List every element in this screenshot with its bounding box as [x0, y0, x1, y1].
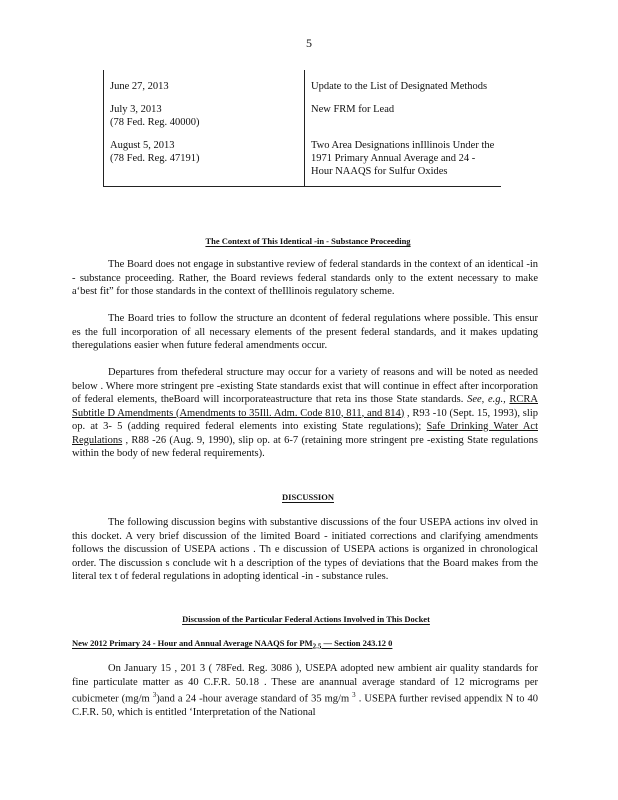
paragraph-departures: Departures from thefederal structure may occur for a variety of reasons and will be noted as needed below . Where more stringent pre -existing State standards exist that will continue in effect after incorporation of federal elements, theBoard will incorporateastructure that reta ins those State standards. See, e.g., RCRA Subtitle D Amendments (Amendments to 35Ill. Adm. Code 810, 811, and 814) , R93 -10 (Sept. 15, 1993), slip op. at 3- 5 (adding required federal elements into existing State regulations); Safe Drinking Water Act Regulations , R88 -26 (Aug. 9, 1990), slip op. at 6-7 (retaining more stringent pre -existing State regulations within the body of new federal requirements).	[72, 367, 538, 459]
date-cell	[104, 133, 305, 187]
paragraph-discussion: The following discussion begins with substantive discussions of the four USEPA actions inv olved in this docket. A very brief discussion of the limited Board - initiated corrections and clarifying amendments follows the discussion of USEPA actions . Th e discussion of USEPA actions is organized in chronological order. The discussion s conclude wit h a description of the types of deviations that the Board makes from the literal tex t of federal regulations in adopting identical -in - substance rules.	[72, 517, 538, 582]
action-date: July 3, 2013	[110, 104, 162, 115]
action-citation: (78 Fed. Reg. 47191)	[110, 153, 200, 164]
table-row	[104, 133, 502, 187]
citation-link-safe-drinking-water: Safe Drinking Water Act Regulations	[72, 421, 538, 446]
action-citation: (78 Fed. Reg. 40000)	[110, 117, 200, 128]
heading-discussion: DISCUSSION	[282, 492, 334, 502]
action-date: June 27, 2013	[110, 81, 169, 92]
action-description: Update to the List of Designated Methods	[311, 81, 488, 92]
table-row	[104, 70, 502, 97]
date-cell	[104, 97, 305, 133]
date-cell	[104, 70, 305, 97]
table-row	[104, 97, 502, 133]
paragraph-structure: The Board tries to follow the structure an dcontent of federal regulations where possible. This ensur es the full incorporation of all necessary elements of the present federal standards, and it makes updating theregulations easier when future federal amendments occur.	[72, 313, 538, 351]
action-description: Two Area Designations inIllinois Under the 1971 Primary Annual Average and 24 -Hour NAAQS for Sulfur Oxides	[305, 133, 502, 187]
action-date: August 5, 2013	[110, 140, 175, 151]
citation-link-rcra: RCRA Subtitle D Amendments (Amendments to 35Ill. Adm. Code 810, 811, and 814)	[72, 394, 538, 419]
federal-actions-table	[103, 70, 501, 187]
heading-context: The Context of This Identical -in - Substance Proceeding	[205, 236, 411, 246]
page-number: 5	[306, 36, 312, 50]
heading-particular-actions: Discussion of the Particular Federal Actions Involved in This Docket	[182, 614, 430, 624]
action-description: New FRM for Lead	[311, 104, 395, 115]
paragraph-board-review: The Board does not engage in substantive review of federal standards in the context of an identical -in - substance proceeding. Rather, the Board reviews federal standards only to the extent necessary to make a‘best fit” for those standards in the context of theIllinois regulatory scheme.	[72, 259, 538, 297]
heading-pm25-naaqs: New 2012 Primary 24 - Hour and Annual Average NAAQS for $PM_{2.5}$ — Section 243.12 0	[72, 638, 393, 651]
paragraph-pm25: On January 15 , 201 3 ( 78Fed. Reg. 3086 ), USEPA adopted new ambient air quality standards for fine particulate matter as 40 C.F.R. 50.18 . These are anannual average standard of 12 micrograms per cubicmeter (mg/m $^3$)and a 24 -hour average standard of 35 mg/m $^3$ . USEPA further revised appendix N to 40 C.F.R. 50, which is entitled ‘Interpretation of the National	[72, 663, 539, 718]
